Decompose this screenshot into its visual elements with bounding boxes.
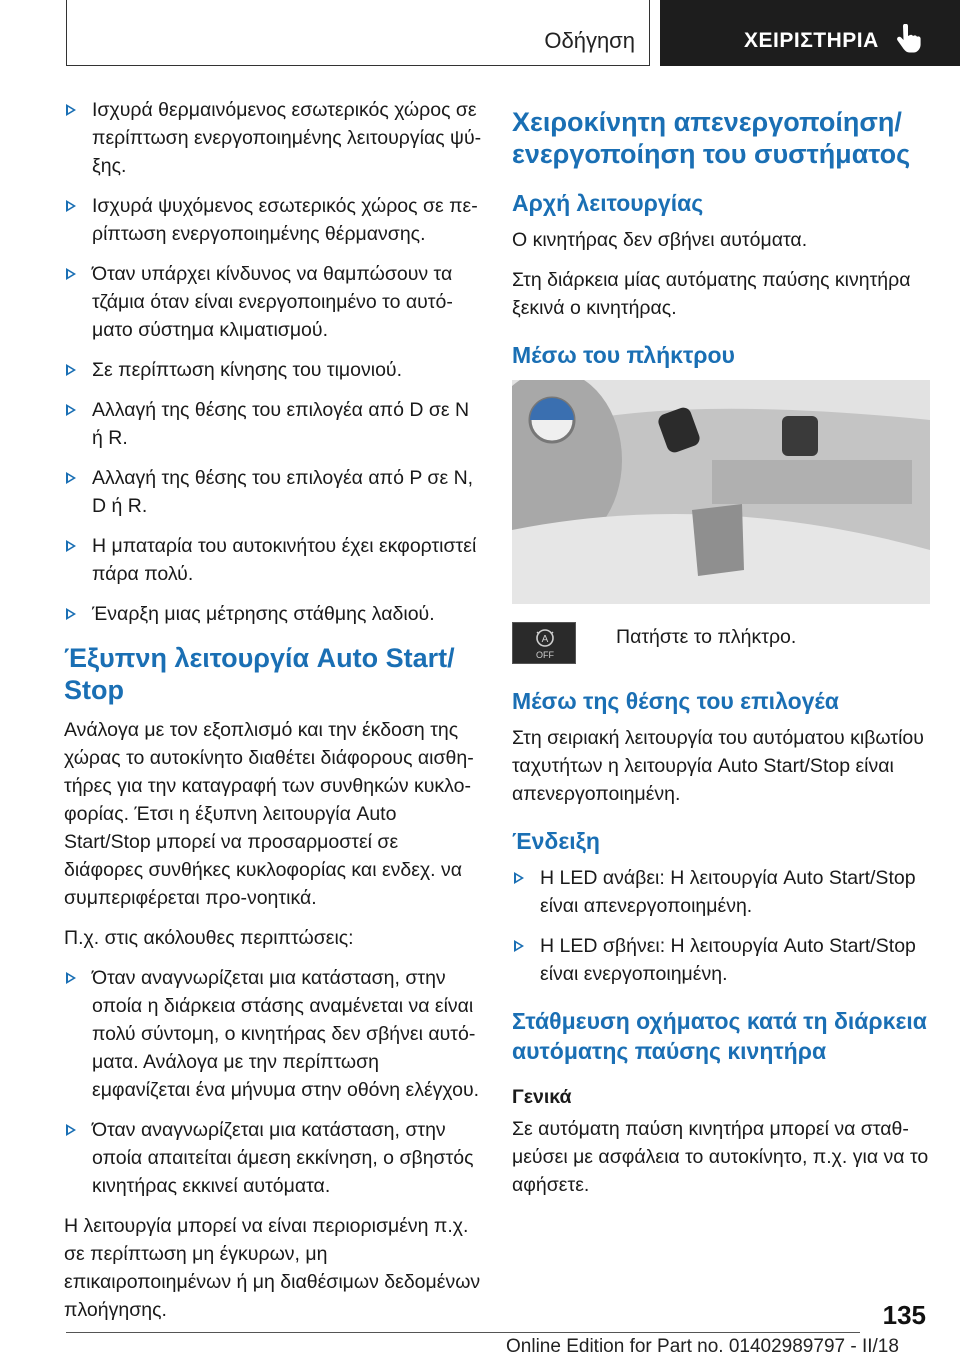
- list-item: Όταν αναγνωρίζεται μια κατάσταση, στην οποία η διάρκεια στάσης αναμένεται να είναι πολύ σύντομη, ο κινητήρας δεν σβήνει αυτό-ματα. Ανάλογα με την περίπτωση εμφανίζεται ένα μήνυμα στην οθόνη ελέγχου.: [64, 964, 482, 1104]
- svg-text:A: A: [541, 634, 549, 645]
- list-item: Έναρξη μιας μέτρησης στάθμης λαδιού.: [64, 600, 482, 628]
- list-item: Όταν υπάρχει κίνδυνος να θαμπώσουν τα τζάμια όταν είναι ενεργοποιημένο το αυτό-ματο σύστημα κλιματισμού.: [64, 260, 482, 344]
- list-item: Αλλαγή της θέσης του επιλογέα από D σε N ή R.: [64, 396, 482, 452]
- principle-title: Αρχή λειτουργίας: [512, 190, 704, 216]
- header-section-label: ΧΕΙΡΙΣΤΗΡΙΑ: [744, 29, 879, 52]
- list-item: Η μπαταρία του αυτοκινήτου έχει εκφορτιστεί πάρα πολύ.: [64, 532, 482, 588]
- button-icon-label: OFF: [536, 650, 554, 660]
- page-number: 135: [882, 1300, 926, 1330]
- bullet-triangle-icon: [66, 1124, 76, 1136]
- smart-closing: Η λειτουργία μπορεί να είναι περιορισμένη π.χ. σε περίπτωση μη έγκυρων, μη επικαιροποιημένων ή μη διαθέσιμων δεδομένων πλοήγησης.: [64, 1215, 481, 1321]
- general-text: Σε αυτόματη παύση κινητήρα μπορεί να σταθ-μεύσει με ασφάλεια το αυτοκίνητο, π.χ. για να το αφήσετε.: [512, 1118, 929, 1196]
- manual-section-title: Χειροκίνητη απενεργοποίηση/ ενεργοποίηση του συστήματος: [512, 107, 911, 169]
- footer-divider: [66, 1332, 860, 1333]
- header-chapter-label: Οδήγηση: [544, 28, 635, 53]
- right-column: [512, 96, 930, 1211]
- button-method-title: Μέσω του πλήκτρου: [512, 342, 735, 368]
- selector-text: Στη σειριακή λειτουργία του αυτόματου κιβωτίου ταχυτήτων η λειτουργία Auto Start/Stop είναι απενεργοποιημένη.: [512, 727, 924, 805]
- list-item: Η LED ανάβει: Η λειτουργία Auto Start/Stop είναι απενεργοποιημένη.: [512, 864, 930, 920]
- indication-title: Ένδειξη: [512, 828, 600, 854]
- auto-start-stop-icon: [513, 623, 577, 665]
- bullet-triangle-icon: [66, 540, 76, 552]
- dashboard-illustration: [512, 380, 930, 604]
- bullet-triangle-icon: [66, 608, 76, 620]
- list-item: Ισχυρά θερμαινόμενος εσωτερικός χώρος σε περίπτωση ενεργοποιημένης λειτουργίας ψύ-ξης.: [64, 96, 482, 180]
- list-item: Σε περίπτωση κίνησης του τιμονιού.: [64, 356, 482, 384]
- bullet-triangle-icon: [66, 972, 76, 984]
- bullet-triangle-icon: [66, 268, 76, 280]
- bullet-triangle-icon: [66, 104, 76, 116]
- bullet-triangle-icon: [514, 940, 524, 952]
- hand-pointer-icon: [894, 24, 922, 54]
- bullet-triangle-icon: [66, 472, 76, 484]
- smart-section-title: Έξυπνη λειτουργία Auto Start/ Stop: [64, 643, 455, 705]
- bullet-triangle-icon: [66, 364, 76, 376]
- principle-text-1: Ο κινητήρας δεν σβήνει αυτόματα.: [512, 229, 808, 251]
- dashboard-photo: [512, 380, 930, 604]
- list-item: Η LED σβήνει: Η λειτουργία Auto Start/Stop είναι ενεργοποιημένη.: [512, 932, 930, 988]
- header-section-box: [660, 0, 960, 66]
- list-item: Ισχυρά ψυχόμενος εσωτερικός χώρος σε πε-ρίπτωση ενεργοποιημένης θέρμανσης.: [64, 192, 482, 248]
- left-column: [64, 96, 482, 1336]
- indication-list: [512, 864, 930, 988]
- smart-example: Π.χ. στις ακόλουθες περιπτώσεις:: [64, 927, 354, 949]
- list-item: Αλλαγή της θέσης του επιλογέα από P σε N, D ή R.: [64, 464, 482, 520]
- general-title: Γενικά: [512, 1086, 572, 1108]
- selector-method-title: Μέσω της θέσης του επιλογέα: [512, 688, 839, 714]
- smart-list: [64, 964, 482, 1200]
- parking-section-title: Στάθμευση οχήματος κατά τη διάρκεια αυτόματης παύσης κινητήρα: [512, 1008, 927, 1064]
- conditions-list: [64, 96, 482, 628]
- bullet-triangle-icon: [66, 404, 76, 416]
- bullet-triangle-icon: [514, 872, 524, 884]
- button-instruction-text: Πατήστε το πλήκτρο.: [616, 626, 797, 648]
- principle-text-2: Στη διάρκεια μίας αυτόματης παύσης κινητήρα ξεκινά ο κινητήρας.: [512, 269, 911, 319]
- list-item: Όταν αναγνωρίζεται μια κατάσταση, στην οποία απαιτείται άμεση εκκίνηση, ο σβηστός κινητήρας εκκινεί αυτόματα.: [64, 1116, 482, 1200]
- header-chapter-box: [66, 0, 650, 66]
- smart-intro: Ανάλογα με τον εξοπλισμό και την έκδοση της χώρας το αυτοκίνητο διαθέτει διάφορους αισθη-τήρες για την καταγραφή των συνθηκών κυκλο-φορίας. Έτσι η έξυπνη λειτουργία Auto Start/Stop μπορεί να προσαρμοστεί σε διάφορες συνθήκες κυκλοφορίας και ενδεχ. να συμπεριφέρεται προ-νοητικά.: [64, 719, 474, 909]
- bullet-triangle-icon: [66, 200, 76, 212]
- auto-start-stop-off-button[interactable]: [512, 622, 576, 664]
- button-instruction-row: [512, 622, 930, 666]
- footer-edition: Online Edition for Part no. 01402989797 - II/18: [506, 1336, 899, 1357]
